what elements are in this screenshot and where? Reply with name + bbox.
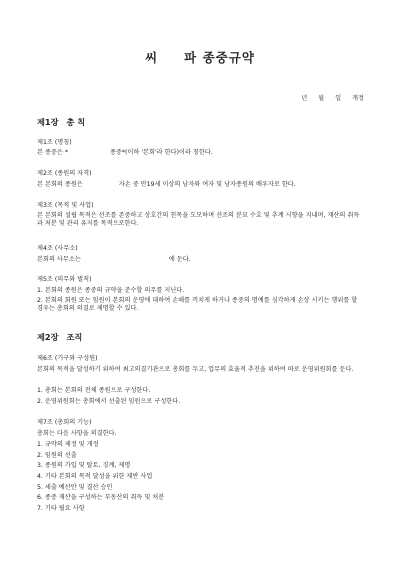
article-5-heading: 제5조 (의무와 벌칙)	[37, 276, 92, 283]
article-6-item-2: 2. 운영위원회는 총회에서 선출된 임원으로 구성한다.	[37, 398, 181, 405]
article-7-item: 7. 기타 필요 사항	[37, 505, 85, 512]
article-7-heading: 제7조 (총회의 기능)	[37, 419, 92, 426]
article-6-text: 본회의 목적을 달성하기 위하여 최고의결기관으로 총회를 두고, 업무의 효율적 추진을 위하여 따로 운영위원회를 둔다.	[37, 366, 354, 373]
article-7-item: 3. 종원의 가입 및 탈토, 징계, 제명	[37, 462, 131, 469]
revision-date: 년 월 일 개정	[301, 95, 364, 102]
article-5-item-1: 1. 본회의 종원은 종중의 규약을 준수할 의무를 지닌다.	[37, 287, 185, 294]
article-3-heading: 제3조 (목적 및 사업)	[37, 202, 94, 209]
document-title	[0, 48, 400, 66]
article-6-heading: 제6조 (기구와 구성원)	[37, 355, 98, 362]
article-5-item-2: 2. 본회의 회원 또는 임원이 본회의 운영에 대하여 손해를 끼치게 하거나 종중의 명예를 심각하게 손상 시키는 행위를 할 경우는 총회의 의결로 제명할 수 있다.	[37, 297, 358, 312]
article-1-text: 본 종중은 * 종중*(이하 '본회'라 한다)이라 칭한다.	[37, 149, 213, 156]
title-surname: 씨	[145, 50, 159, 65]
article-7-item: 5. 세출 예산안 및 결산 승인	[37, 484, 113, 491]
article-7-item: 6. 종중 재산을 구성하는 부동산의 취득 및 처분	[37, 494, 165, 501]
article-7-intro: 총회는 다음 사항을 의결한다.	[37, 430, 117, 437]
article-7-item: 2. 임원의 선출	[37, 452, 77, 459]
article-7-item: 4. 기타 본회의 목적 달성을 위한 제반 사업	[37, 473, 153, 480]
article-6-item-1: 1. 총회는 본회의 전체 종원으로 구성한다.	[37, 387, 151, 394]
article-4-heading: 제4조 (사무소)	[37, 245, 78, 252]
article-3-text: 본 본회의 설립 목적은 선조를 존중하고 상호간의 친목을 도모하며 선조의 분묘 수호 및 추계 시향을 지내며, 재산의 취득과 처분 및 관리 유지를 목적으로한다.	[37, 212, 360, 227]
article-2-text: 본 본회의 종원은 자손 중 만19세 이상의 남자와 여자 및 남자종원의 배우자로 한다.	[37, 181, 296, 188]
chapter-2-heading: 제2장 조직	[37, 332, 83, 342]
chapter-1-heading: 제1장 총 칙	[37, 117, 86, 127]
article-4-text: 본회의 사무소는 에 둔다.	[37, 256, 191, 263]
article-7-item: 1. 규약의 제정 및 개정	[37, 441, 99, 448]
article-1-heading: 제1조 (명칭)	[37, 139, 72, 146]
title-main: 파 종중규약	[184, 50, 255, 65]
article-2-heading: 제2조 (종원의 자격)	[37, 170, 92, 177]
